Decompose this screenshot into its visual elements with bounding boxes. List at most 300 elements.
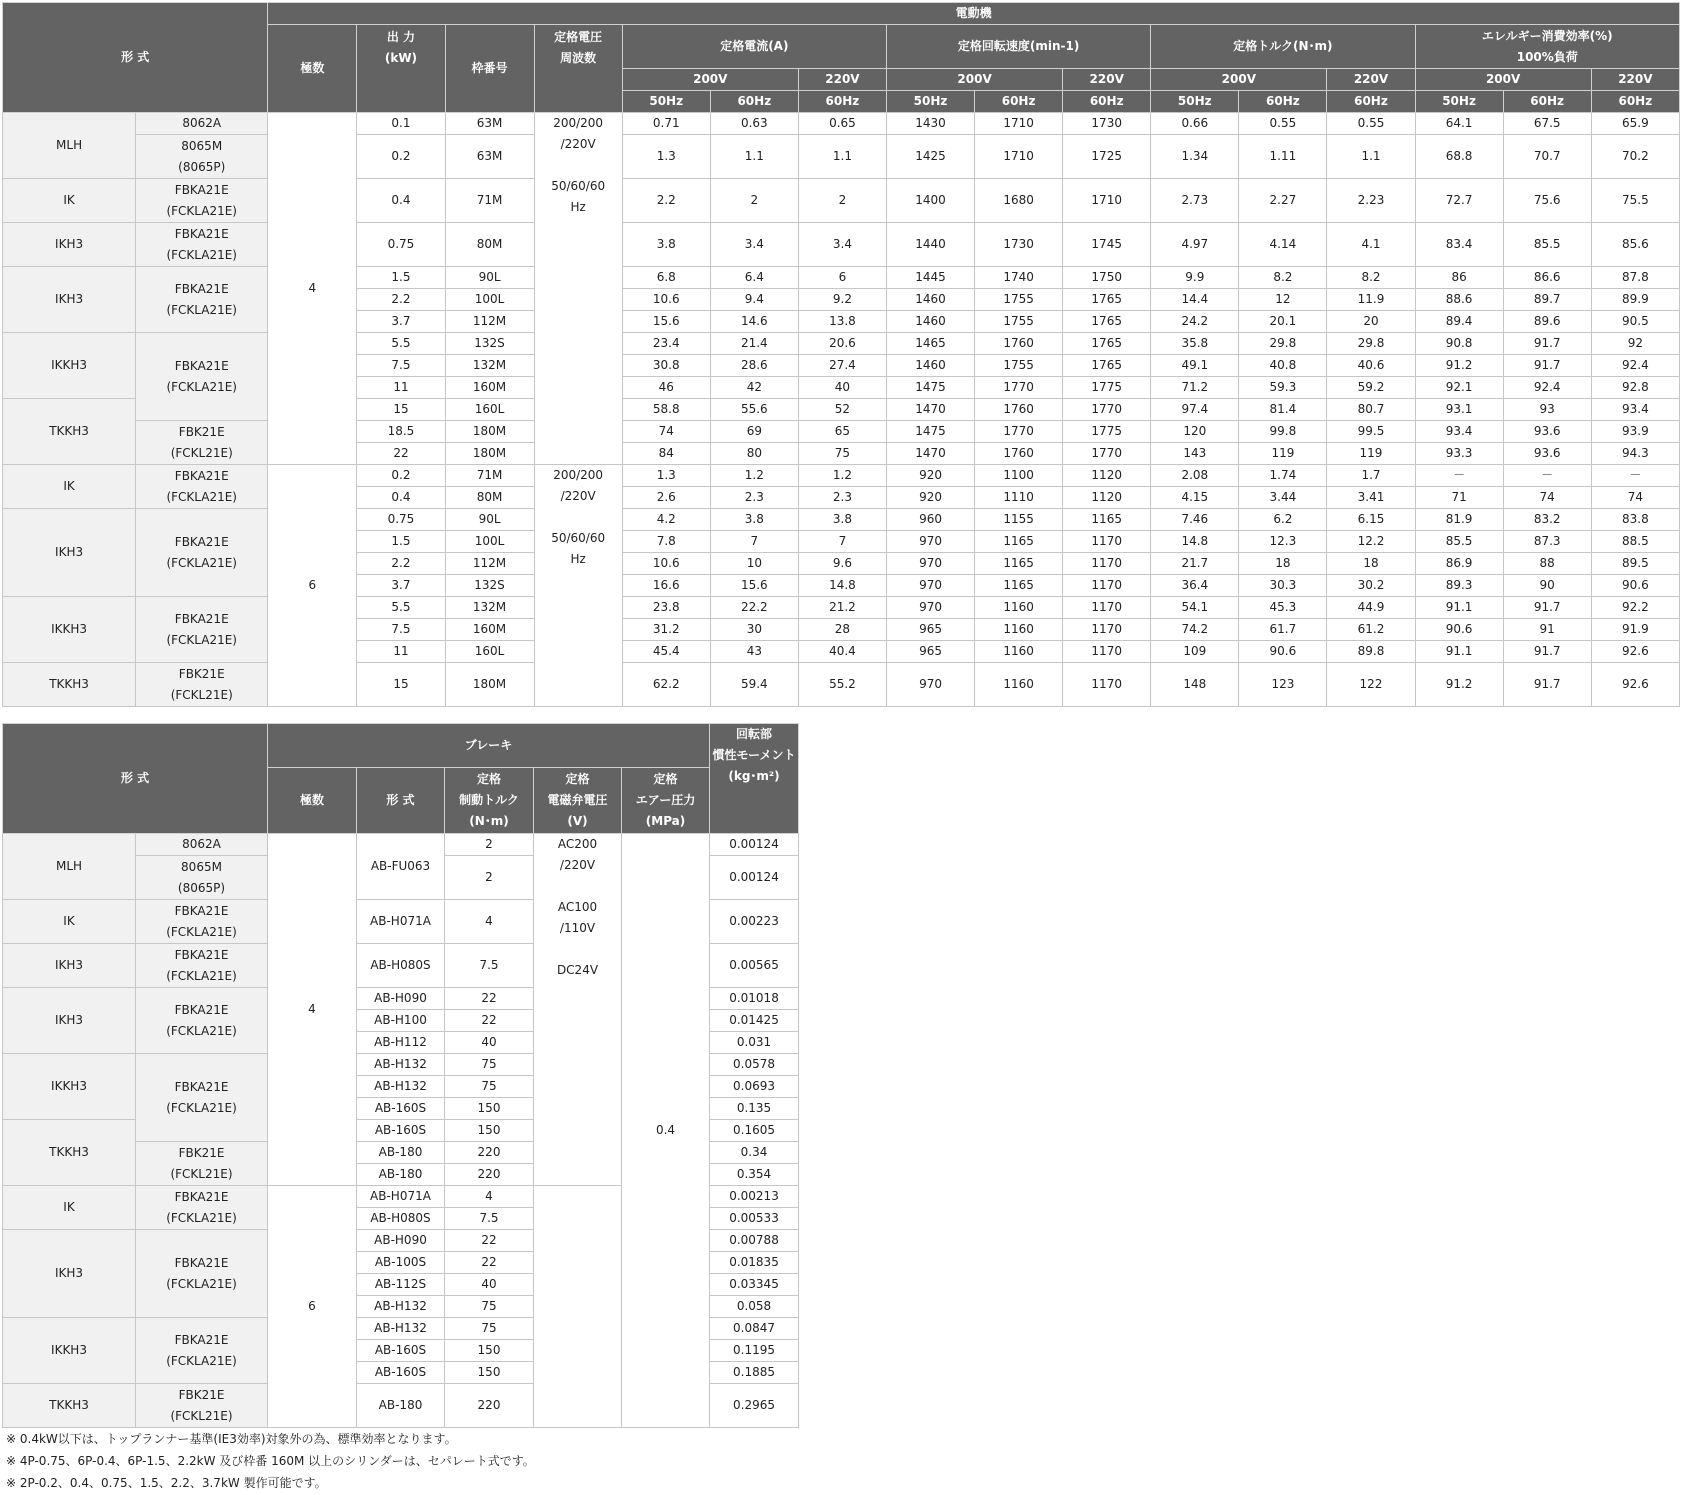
voltage-200-header: 200V: [622, 69, 798, 91]
value-cell: 89.3: [1415, 575, 1503, 597]
model-series: IKH3: [3, 267, 136, 333]
brake-torque: 7.5: [445, 944, 534, 988]
value-cell: 4.2: [622, 509, 710, 531]
table-row: [3, 421, 1680, 443]
value-cell: 1170: [1063, 575, 1151, 597]
value-cell: 2.6: [622, 487, 710, 509]
value-cell: 71.2: [1151, 377, 1239, 399]
model-variant: FBKA21E (FCKLA21E): [136, 1054, 268, 1142]
value-cell: －: [1503, 465, 1591, 487]
value-cell: 91.7: [1503, 663, 1591, 707]
value-cell: 1170: [1063, 619, 1151, 641]
value-cell: －: [1591, 465, 1679, 487]
value-cell: 89.7: [1503, 289, 1591, 311]
value-cell: 91.1: [1415, 641, 1503, 663]
inertia-value: 0.00788: [710, 1230, 799, 1252]
value-cell: 3.7: [357, 575, 445, 597]
value-cell: 180M: [445, 443, 534, 465]
value-cell: 63M: [445, 135, 534, 179]
value-cell: 91.7: [1503, 355, 1591, 377]
inertia-value: 0.01835: [710, 1252, 799, 1274]
value-cell: 1440: [886, 223, 974, 267]
value-cell: 92.6: [1591, 641, 1679, 663]
value-cell: 87.3: [1503, 531, 1591, 553]
table-row: [3, 663, 1680, 685]
value-cell: 1170: [1063, 597, 1151, 619]
value-cell: 9.4: [710, 289, 798, 311]
brake-torque: 40: [445, 1274, 534, 1296]
value-cell: 3.8: [710, 509, 798, 531]
value-cell: 92.4: [1503, 377, 1591, 399]
value-cell: 160M: [445, 377, 534, 399]
value-cell: 29.8: [1327, 333, 1415, 355]
value-cell: 1770: [975, 377, 1063, 399]
value-cell: 74: [622, 421, 710, 443]
current-header: 定格電流(A): [622, 25, 886, 69]
value-cell: 1.3: [622, 135, 710, 179]
value-cell: 1155: [975, 509, 1063, 531]
value-cell: 91: [1503, 619, 1591, 641]
brake-type: AB-H132: [357, 1054, 445, 1076]
model-variant: FBKA21E (FCKLA21E): [136, 179, 268, 223]
model-variant: FBKA21E (FCKLA21E): [136, 509, 268, 597]
value-cell: 55.2: [798, 663, 886, 707]
value-cell: 970: [886, 575, 974, 597]
brake-type: AB-H100: [357, 1010, 445, 1032]
brake-torque: 150: [445, 1120, 534, 1142]
value-cell: 61.2: [1327, 619, 1415, 641]
table-row: [3, 223, 1680, 245]
value-cell: 1755: [975, 311, 1063, 333]
model-variant: FBKA21E (FCKLA21E): [136, 944, 268, 988]
table-row: [3, 465, 1680, 487]
value-cell: 2.2: [357, 289, 445, 311]
value-cell: 1725: [1063, 135, 1151, 179]
value-cell: 30.2: [1327, 575, 1415, 597]
model-header: 形 式: [3, 3, 268, 113]
value-cell: 1.7: [1327, 465, 1415, 487]
value-cell: 1430: [886, 113, 974, 135]
model-series: IKKH3: [3, 1054, 136, 1120]
value-cell: 20: [1327, 311, 1415, 333]
value-cell: 62.2: [622, 663, 710, 707]
value-cell: 0.2: [357, 135, 445, 179]
voltage-200-header: 200V: [886, 69, 1062, 91]
value-cell: 12.2: [1327, 531, 1415, 553]
value-cell: 21.4: [710, 333, 798, 355]
inertia-value: 0.0578: [710, 1054, 799, 1076]
value-cell: 40.8: [1239, 355, 1327, 377]
brake-type: AB-180: [357, 1142, 445, 1164]
model-series: TKKH3: [3, 1120, 136, 1186]
brake-type: AB-160S: [357, 1362, 445, 1384]
value-cell: 75.6: [1503, 179, 1591, 223]
model-series: IK: [3, 179, 136, 223]
model-variant: FBKA21E (FCKLA21E): [136, 597, 268, 663]
value-cell: 90L: [445, 509, 534, 531]
value-cell: 87.8: [1591, 267, 1679, 289]
value-cell: 1120: [1063, 465, 1151, 487]
torque-header: 定格トルク(N･m): [1151, 25, 1415, 69]
value-cell: 0.2: [357, 465, 445, 487]
value-cell: 81.9: [1415, 509, 1503, 531]
brake-spec-table: [2, 723, 799, 1428]
value-cell: 7.5: [357, 355, 445, 377]
frame-header: 枠番号: [445, 25, 534, 113]
value-cell: 69: [710, 421, 798, 443]
footnote: ※ 0.4kW以下は、トップランナー基準(IE3効率)対象外の為、標準効率となります。: [6, 1432, 457, 1446]
value-cell: 1160: [975, 597, 1063, 619]
value-cell: 55.6: [710, 399, 798, 421]
output-header: 出 力 (kW): [357, 25, 445, 113]
value-cell: 1730: [975, 223, 1063, 267]
value-cell: 2.73: [1151, 179, 1239, 223]
value-cell: 120: [1151, 421, 1239, 443]
table-row: [3, 333, 1680, 355]
brake-torque: 22: [445, 988, 534, 1010]
rated-voltage: 200/200 /220V 50/60/60 Hz: [534, 465, 622, 707]
model-series: TKKH3: [3, 1384, 136, 1428]
value-cell: 1465: [886, 333, 974, 355]
brake-type: AB-H071A: [357, 900, 445, 944]
air-pressure: 0.4: [622, 834, 710, 1428]
freq-60hz-header: 60Hz: [975, 91, 1063, 113]
value-cell: 49.1: [1151, 355, 1239, 377]
freq-50hz-header: 50Hz: [1415, 91, 1503, 113]
value-cell: 132M: [445, 355, 534, 377]
value-cell: 12.3: [1239, 531, 1327, 553]
inertia-value: 0.03345: [710, 1274, 799, 1296]
inertia-value: 0.1605: [710, 1120, 799, 1142]
value-cell: 4.1: [1327, 223, 1415, 267]
value-cell: 29.8: [1239, 333, 1327, 355]
value-cell: 89.5: [1591, 553, 1679, 575]
value-cell: 22: [357, 443, 445, 465]
brake-torque: 7.5: [445, 1208, 534, 1230]
value-cell: 90.6: [1415, 619, 1503, 641]
value-cell: 80.7: [1327, 399, 1415, 421]
value-cell: 70.7: [1503, 135, 1591, 179]
freq-60hz-header: 60Hz: [798, 91, 886, 113]
model-variant: 8065M (8065P): [136, 135, 268, 179]
freq-50hz-header: 50Hz: [622, 91, 710, 113]
value-cell: 93.9: [1591, 421, 1679, 443]
value-cell: 58.8: [622, 399, 710, 421]
table-row: [3, 113, 1680, 135]
brake-torque: 150: [445, 1098, 534, 1120]
model-variant: FBKA21E (FCKLA21E): [136, 465, 268, 509]
brake-torque: 2: [445, 856, 534, 900]
value-cell: 59.4: [710, 663, 798, 707]
value-cell: 2: [710, 179, 798, 223]
value-cell: 88: [1503, 553, 1591, 575]
value-cell: 1765: [1063, 311, 1151, 333]
brake-torque: 4: [445, 900, 534, 944]
value-cell: 3.4: [798, 223, 886, 267]
value-cell: 0.75: [357, 509, 445, 531]
value-cell: 35.8: [1151, 333, 1239, 355]
value-cell: 0.75: [357, 223, 445, 267]
value-cell: 100L: [445, 531, 534, 553]
value-cell: 1770: [1063, 443, 1151, 465]
brake-type: AB-H090: [357, 988, 445, 1010]
value-cell: 99.8: [1239, 421, 1327, 443]
brake-torque: 2: [445, 834, 534, 856]
freq-60hz-header: 60Hz: [1239, 91, 1327, 113]
value-cell: 1470: [886, 399, 974, 421]
value-cell: 122: [1327, 663, 1415, 707]
table-row: [3, 135, 1680, 157]
value-cell: 28.6: [710, 355, 798, 377]
poles-header: 極数: [268, 25, 357, 113]
value-cell: 1775: [1063, 377, 1151, 399]
brake-type: AB-H132: [357, 1318, 445, 1340]
value-cell: 31.2: [622, 619, 710, 641]
value-cell: 91.2: [1415, 663, 1503, 707]
brake-torque: 220: [445, 1384, 534, 1428]
model-series: IKH3: [3, 509, 136, 597]
value-cell: 10: [710, 553, 798, 575]
freq-50hz-header: 50Hz: [1151, 91, 1239, 113]
inertia-value: 0.34: [710, 1142, 799, 1164]
value-cell: 1765: [1063, 289, 1151, 311]
value-cell: 65.9: [1591, 113, 1679, 135]
value-cell: 1160: [975, 619, 1063, 641]
freq-50hz-header: 50Hz: [886, 91, 974, 113]
value-cell: 40: [798, 377, 886, 399]
valve-voltage: [534, 1186, 622, 1428]
value-cell: 119: [1239, 443, 1327, 465]
brake-type: AB-180: [357, 1384, 445, 1428]
brake-type: AB-H071A: [357, 1186, 445, 1208]
valve-voltage-header: 定格 電磁弁電圧 (V): [534, 768, 622, 834]
value-cell: 6.8: [622, 267, 710, 289]
value-cell: 10.6: [622, 553, 710, 575]
value-cell: 70.2: [1591, 135, 1679, 179]
value-cell: 180M: [445, 421, 534, 443]
value-cell: 160L: [445, 399, 534, 421]
inertia-value: 0.00223: [710, 900, 799, 944]
value-cell: 93.1: [1415, 399, 1503, 421]
value-cell: 83.4: [1415, 223, 1503, 267]
voltage-220-header: 220V: [798, 69, 886, 91]
value-cell: 67.5: [1503, 113, 1591, 135]
voltage-200-header: 200V: [1151, 69, 1327, 91]
voltage-220-header: 220V: [1327, 69, 1415, 91]
brake-type: AB-H132: [357, 1076, 445, 1098]
model-variant: FBKA21E (FCKLA21E): [136, 988, 268, 1054]
brake-torque: 75: [445, 1318, 534, 1340]
value-cell: 0.55: [1327, 113, 1415, 135]
value-cell: 1165: [975, 553, 1063, 575]
inertia-value: 0.00565: [710, 944, 799, 988]
motor-spec-table: [2, 2, 1680, 707]
model-series: IK: [3, 1186, 136, 1230]
value-cell: 94.3: [1591, 443, 1679, 465]
value-cell: 93.6: [1503, 443, 1591, 465]
brake-torque: 22: [445, 1252, 534, 1274]
value-cell: 8.2: [1239, 267, 1327, 289]
value-cell: 40.6: [1327, 355, 1415, 377]
value-cell: 1.5: [357, 267, 445, 289]
model-series: IKKH3: [3, 597, 136, 663]
model-series: IK: [3, 465, 136, 509]
value-cell: 0.1: [357, 113, 445, 135]
value-cell: 1110: [975, 487, 1063, 509]
value-cell: 14.8: [1151, 531, 1239, 553]
value-cell: 21.2: [798, 597, 886, 619]
value-cell: 970: [886, 597, 974, 619]
model-variant: 8065M (8065P): [136, 856, 268, 900]
value-cell: 1170: [1063, 553, 1151, 575]
model-series: IKH3: [3, 944, 136, 988]
model-variant: FBKA21E (FCKLA21E): [136, 333, 268, 421]
value-cell: 91.9: [1591, 619, 1679, 641]
brake-model-header: 形 式: [3, 724, 268, 834]
motor-group-header: 電動機: [268, 3, 1680, 25]
value-cell: 1460: [886, 311, 974, 333]
inertia-value: 0.00533: [710, 1208, 799, 1230]
value-cell: 13.8: [798, 311, 886, 333]
value-cell: 1.1: [710, 135, 798, 179]
brake-torque: 22: [445, 1010, 534, 1032]
model-series: IKKH3: [3, 333, 136, 399]
value-cell: 91.2: [1415, 355, 1503, 377]
value-cell: 7: [798, 531, 886, 553]
brake-group-header: ブレーキ: [268, 724, 710, 768]
inertia-value: 0.01425: [710, 1010, 799, 1032]
value-cell: 85.5: [1503, 223, 1591, 267]
value-cell: 0.65: [798, 113, 886, 135]
value-cell: 160L: [445, 641, 534, 663]
value-cell: 143: [1151, 443, 1239, 465]
value-cell: 7.46: [1151, 509, 1239, 531]
value-cell: 1.34: [1151, 135, 1239, 179]
model-variant: FBK21E (FCKL21E): [136, 663, 268, 707]
value-cell: 92.8: [1591, 377, 1679, 399]
value-cell: 112M: [445, 553, 534, 575]
value-cell: 23.8: [622, 597, 710, 619]
value-cell: 2.2: [357, 553, 445, 575]
value-cell: 6: [798, 267, 886, 289]
model-variant: FBKA21E (FCKLA21E): [136, 1186, 268, 1230]
value-cell: 42: [710, 377, 798, 399]
value-cell: 30.8: [622, 355, 710, 377]
value-cell: 92.2: [1591, 597, 1679, 619]
value-cell: 44.9: [1327, 597, 1415, 619]
brake-type: AB-H080S: [357, 1208, 445, 1230]
inertia-value: 0.1885: [710, 1362, 799, 1384]
inertia-value: 0.1195: [710, 1340, 799, 1362]
value-cell: 2.3: [798, 487, 886, 509]
model-variant: FBK21E (FCKL21E): [136, 421, 268, 465]
value-cell: 1710: [1063, 179, 1151, 223]
value-cell: 5.5: [357, 333, 445, 355]
table-row: [3, 267, 1680, 289]
model-variant: FBKA21E (FCKLA21E): [136, 223, 268, 267]
model-series: IK: [3, 900, 136, 944]
value-cell: 14.4: [1151, 289, 1239, 311]
value-cell: 1475: [886, 421, 974, 443]
brake-torque: 75: [445, 1296, 534, 1318]
model-series: IKKH3: [3, 1318, 136, 1384]
value-cell: 89.6: [1503, 311, 1591, 333]
brake-torque: 40: [445, 1032, 534, 1054]
value-cell: 1770: [975, 421, 1063, 443]
model-variant: FBKA21E (FCKLA21E): [136, 900, 268, 944]
value-cell: 93.4: [1415, 421, 1503, 443]
value-cell: 45.4: [622, 641, 710, 663]
model-variant: FBKA21E (FCKLA21E): [136, 1318, 268, 1384]
value-cell: 2.23: [1327, 179, 1415, 223]
value-cell: 1775: [1063, 421, 1151, 443]
value-cell: 0.66: [1151, 113, 1239, 135]
brake-type: AB-H112: [357, 1032, 445, 1054]
value-cell: 119: [1327, 443, 1415, 465]
value-cell: 90L: [445, 267, 534, 289]
value-cell: 74: [1591, 487, 1679, 509]
value-cell: 9.2: [798, 289, 886, 311]
value-cell: 65: [798, 421, 886, 443]
value-cell: 59.3: [1239, 377, 1327, 399]
value-cell: 1760: [975, 443, 1063, 465]
value-cell: 92.6: [1591, 663, 1679, 707]
value-cell: 1755: [975, 355, 1063, 377]
value-cell: 92.1: [1415, 377, 1503, 399]
value-cell: 1120: [1063, 487, 1151, 509]
value-cell: 970: [886, 553, 974, 575]
model-series: IKH3: [3, 988, 136, 1054]
value-cell: 40.4: [798, 641, 886, 663]
value-cell: 1755: [975, 289, 1063, 311]
inertia-value: 0.058: [710, 1296, 799, 1318]
table-row: [3, 834, 799, 856]
value-cell: 1740: [975, 267, 1063, 289]
value-cell: 4.14: [1239, 223, 1327, 267]
value-cell: 160M: [445, 619, 534, 641]
rated-voltage: 200/200 /220V 50/60/60 Hz: [534, 113, 622, 465]
value-cell: 90.6: [1591, 575, 1679, 597]
value-cell: 1160: [975, 641, 1063, 663]
value-cell: 90: [1503, 575, 1591, 597]
value-cell: 80M: [445, 223, 534, 267]
value-cell: 97.4: [1151, 399, 1239, 421]
value-cell: 1.5: [357, 531, 445, 553]
value-cell: 109: [1151, 641, 1239, 663]
value-cell: 85.5: [1415, 531, 1503, 553]
value-cell: 93.4: [1591, 399, 1679, 421]
value-cell: 15: [357, 399, 445, 421]
inertia-header: 回転部 慣性モーメント (kg･m²): [710, 724, 799, 834]
value-cell: 4.97: [1151, 223, 1239, 267]
inertia-value: 0.031: [710, 1032, 799, 1054]
brake-type: AB-H090: [357, 1230, 445, 1252]
brake-torque: 150: [445, 1362, 534, 1384]
value-cell: 54.1: [1151, 597, 1239, 619]
value-cell: 12: [1239, 289, 1327, 311]
value-cell: 0.4: [357, 179, 445, 223]
brake-torque: 75: [445, 1054, 534, 1076]
value-cell: 91.7: [1503, 641, 1591, 663]
brake-torque: 150: [445, 1340, 534, 1362]
value-cell: 59.2: [1327, 377, 1415, 399]
value-cell: 1170: [1063, 641, 1151, 663]
inertia-value: 0.0693: [710, 1076, 799, 1098]
value-cell: 132S: [445, 575, 534, 597]
value-cell: 45.3: [1239, 597, 1327, 619]
value-cell: 920: [886, 487, 974, 509]
value-cell: 1.2: [798, 465, 886, 487]
